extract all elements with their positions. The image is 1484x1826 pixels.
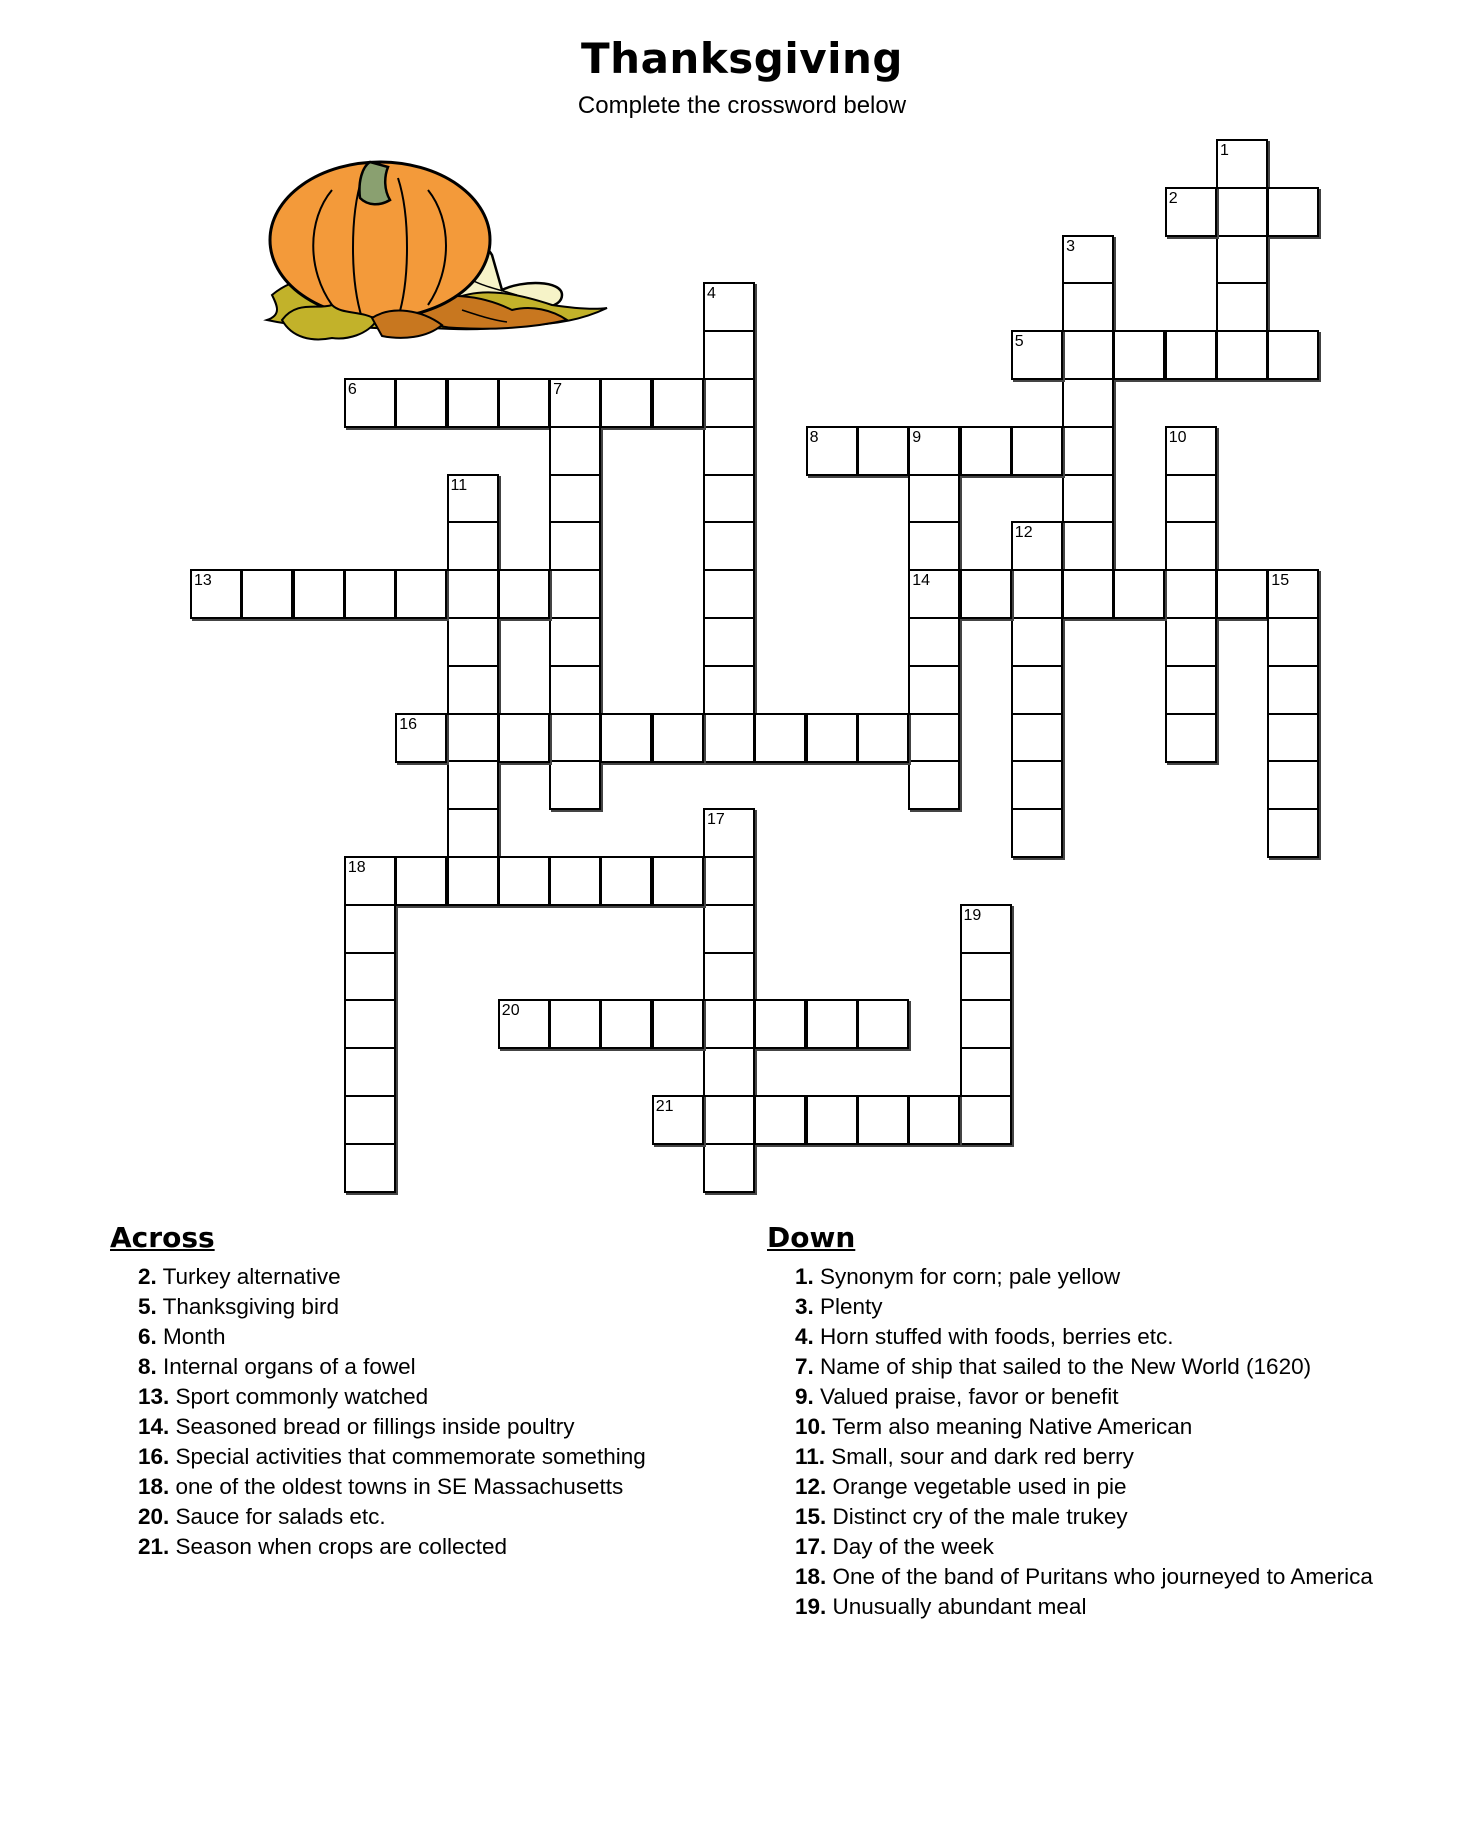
down-heading: Down xyxy=(767,1221,856,1254)
clue-text: Day of the week xyxy=(826,1534,994,1559)
crossword-cell[interactable] xyxy=(1011,760,1063,810)
crossword-cell[interactable] xyxy=(1011,569,1063,619)
clue-text: Season when crops are collected xyxy=(169,1534,507,1559)
crossword-cell[interactable] xyxy=(1216,235,1268,285)
crossword-cell[interactable] xyxy=(447,713,499,763)
clue-text: Month xyxy=(156,1324,226,1349)
across-clue xyxy=(138,1502,646,1532)
crossword-cell[interactable] xyxy=(447,665,499,715)
crossword-cell[interactable] xyxy=(703,474,755,524)
crossword-cell[interactable] xyxy=(1011,426,1063,476)
crossword-cell[interactable] xyxy=(1216,282,1268,332)
clue-number: 6. xyxy=(138,1324,157,1349)
clue-text: Sport commonly watched xyxy=(169,1384,429,1409)
clue-number: 10 xyxy=(1168,428,1187,446)
across-clue xyxy=(138,1412,646,1442)
crossword-cell[interactable] xyxy=(960,904,1012,954)
crossword-cell[interactable] xyxy=(498,569,550,619)
crossword-cell[interactable] xyxy=(549,665,601,715)
clue-text: Distinct cry of the male trukey xyxy=(826,1504,1128,1529)
clue-text: Orange vegetable used in pie xyxy=(826,1474,1127,1499)
crossword-cell[interactable] xyxy=(1165,330,1217,380)
crossword-cell[interactable] xyxy=(1062,474,1114,524)
crossword-cell[interactable] xyxy=(703,378,755,428)
crossword-cell[interactable] xyxy=(344,378,396,428)
clue-number: 11 xyxy=(450,476,468,494)
crossword-cell[interactable] xyxy=(447,521,499,571)
crossword-cell[interactable] xyxy=(1113,569,1165,619)
crossword-cell[interactable] xyxy=(549,474,601,524)
clue-number: 1. xyxy=(795,1264,814,1289)
crossword-cell[interactable] xyxy=(1113,330,1165,380)
crossword-cell[interactable] xyxy=(703,521,755,571)
crossword-cell[interactable] xyxy=(1062,378,1114,428)
crossword-cell[interactable] xyxy=(960,1047,1012,1097)
across-clue xyxy=(138,1532,646,1562)
clue-number: 21 xyxy=(655,1098,674,1115)
clue-text: one of the oldest towns in SE Massachusetts xyxy=(169,1474,624,1499)
crossword-cell[interactable] xyxy=(1267,330,1319,380)
crossword-cell[interactable] xyxy=(395,856,447,906)
crossword-cell[interactable] xyxy=(344,569,396,619)
crossword-cell[interactable] xyxy=(1267,713,1319,763)
crossword-cell[interactable] xyxy=(908,1095,960,1145)
crossword-cell[interactable] xyxy=(549,713,601,763)
crossword-cell[interactable] xyxy=(293,569,345,619)
crossword-cell[interactable] xyxy=(703,617,755,667)
crossword-cell[interactable] xyxy=(549,426,601,476)
crossword-cell[interactable] xyxy=(857,999,909,1049)
crossword-cell[interactable] xyxy=(1216,139,1268,189)
crossword-cell[interactable] xyxy=(549,378,601,428)
crossword-cell[interactable] xyxy=(1165,426,1217,476)
clue-number: 12 xyxy=(1014,524,1033,542)
clue-number: 16. xyxy=(138,1444,170,1469)
crossword-cell[interactable] xyxy=(395,713,447,763)
crossword-cell[interactable] xyxy=(703,808,755,858)
clue-number: 8. xyxy=(138,1354,157,1379)
clue-number: 20 xyxy=(501,1002,520,1020)
crossword-cell[interactable] xyxy=(703,952,755,1002)
crossword-cell[interactable] xyxy=(344,856,396,906)
clue-text: Sauce for salads etc. xyxy=(169,1504,386,1529)
clue-text: Seasoned bread or fillings inside poultry xyxy=(169,1414,575,1439)
down-clue xyxy=(795,1382,1375,1412)
clue-text: Horn stuffed with foods, berries etc. xyxy=(813,1324,1174,1349)
crossword-cell[interactable] xyxy=(960,426,1012,476)
crossword-cell[interactable] xyxy=(703,713,755,763)
clue-number: 18 xyxy=(347,859,366,876)
clue-number: 14. xyxy=(138,1414,170,1439)
clue-text: One of the band of Puritans who journeyed to America xyxy=(826,1564,1373,1589)
crossword-cell[interactable] xyxy=(1165,713,1217,763)
clue-text: Synonym for corn; pale yellow xyxy=(813,1264,1121,1289)
clue-number: 1 xyxy=(1220,142,1229,159)
crossword-cell[interactable] xyxy=(190,569,242,619)
clue-number: 9 xyxy=(912,428,922,446)
crossword-cell[interactable] xyxy=(447,760,499,810)
crossword-cell[interactable] xyxy=(1165,474,1217,524)
down-clue xyxy=(795,1502,1375,1532)
crossword-cell[interactable] xyxy=(600,378,652,428)
crossword-cell[interactable] xyxy=(857,1095,909,1145)
down-clue xyxy=(795,1592,1375,1622)
crossword-cell[interactable] xyxy=(754,1095,806,1145)
crossword-cell[interactable] xyxy=(344,1095,396,1145)
crossword-cell[interactable] xyxy=(703,999,755,1049)
crossword-cell[interactable] xyxy=(960,952,1012,1002)
crossword-cell[interactable] xyxy=(754,713,806,763)
clue-text: Small, sour and dark red berry xyxy=(825,1444,1134,1469)
crossword-cell[interactable] xyxy=(600,856,652,906)
across-clue xyxy=(138,1472,646,1502)
crossword-cell[interactable] xyxy=(703,1143,755,1193)
clue-number: 18. xyxy=(795,1564,827,1589)
clue-number: 9. xyxy=(795,1384,814,1409)
crossword-cell[interactable] xyxy=(549,760,601,810)
crossword-cell[interactable] xyxy=(1267,187,1319,237)
crossword-cell[interactable] xyxy=(857,713,909,763)
crossword-cell[interactable] xyxy=(1062,521,1114,571)
clue-number: 14 xyxy=(912,572,930,590)
across-clue xyxy=(138,1382,646,1412)
crossword-cell[interactable] xyxy=(344,1047,396,1097)
crossword-cell[interactable] xyxy=(549,999,601,1049)
crossword-cell[interactable] xyxy=(498,999,550,1049)
crossword-cell[interactable] xyxy=(1165,187,1217,237)
crossword-cell[interactable] xyxy=(703,330,755,380)
down-clue xyxy=(795,1352,1375,1382)
crossword-cell[interactable] xyxy=(498,856,550,906)
crossword-cell[interactable] xyxy=(703,665,755,715)
crossword-cell[interactable] xyxy=(1267,569,1319,619)
clue-number: 12. xyxy=(795,1474,827,1499)
crossword-cell[interactable] xyxy=(806,426,858,476)
clue-number: 17 xyxy=(707,811,725,829)
clue-text: Thanksgiving bird xyxy=(156,1294,339,1319)
crossword-cell[interactable] xyxy=(344,1143,396,1193)
clue-number: 11. xyxy=(795,1444,826,1469)
crossword-cell[interactable] xyxy=(549,617,601,667)
crossword-cell[interactable] xyxy=(806,1095,858,1145)
clue-text: Turkey alternative xyxy=(156,1264,341,1289)
crossword-cell[interactable] xyxy=(703,904,755,954)
clue-number: 10. xyxy=(795,1414,827,1439)
crossword-cell[interactable] xyxy=(908,569,960,619)
clue-number: 6 xyxy=(347,381,357,398)
clue-number: 4 xyxy=(707,285,716,303)
crossword-cell[interactable] xyxy=(549,569,601,619)
across-clue xyxy=(138,1322,646,1352)
clue-number: 5 xyxy=(1014,333,1024,351)
crossword-cell[interactable] xyxy=(703,426,755,476)
crossword-cell[interactable] xyxy=(1011,617,1063,667)
clue-number: 16 xyxy=(399,715,417,733)
crossword-cell[interactable] xyxy=(1165,617,1217,667)
clue-number: 7 xyxy=(553,381,562,398)
crossword-cell[interactable] xyxy=(652,713,704,763)
crossword-cell[interactable] xyxy=(447,617,499,667)
across-clue-list xyxy=(138,1262,646,1562)
crossword-cell[interactable] xyxy=(703,856,755,906)
clue-text: Internal organs of a fowel xyxy=(156,1354,416,1379)
crossword-cell[interactable] xyxy=(1011,521,1063,571)
clue-number: 2 xyxy=(1168,189,1178,207)
crossword-cell[interactable] xyxy=(1165,569,1217,619)
crossword-cell[interactable] xyxy=(908,521,960,571)
clue-text: Special activities that commemorate something xyxy=(169,1444,646,1469)
crossword-cell[interactable] xyxy=(754,999,806,1049)
crossword-cell[interactable] xyxy=(1062,426,1114,476)
clue-text: Valued praise, favor or benefit xyxy=(813,1384,1119,1409)
clue-number: 15 xyxy=(1271,572,1290,590)
crossword-cell[interactable] xyxy=(908,665,960,715)
crossword-cell[interactable] xyxy=(960,999,1012,1049)
clue-text: Unusually abundant meal xyxy=(826,1594,1087,1619)
clue-number: 19 xyxy=(963,906,982,924)
crossword-cell[interactable] xyxy=(1062,330,1114,380)
clue-text: Plenty xyxy=(813,1294,883,1319)
crossword-cell[interactable] xyxy=(1011,665,1063,715)
crossword-cell[interactable] xyxy=(806,999,858,1049)
across-clue xyxy=(138,1442,646,1472)
crossword-cell[interactable] xyxy=(600,999,652,1049)
clue-number: 3 xyxy=(1066,237,1075,255)
clue-number: 2. xyxy=(138,1264,157,1289)
clue-number: 13. xyxy=(138,1384,170,1409)
crossword-cell[interactable] xyxy=(1165,521,1217,571)
crossword-cell[interactable] xyxy=(498,713,550,763)
crossword-cell[interactable] xyxy=(344,999,396,1049)
down-clue xyxy=(795,1442,1375,1472)
crossword-cell[interactable] xyxy=(908,760,960,810)
clue-text: Term also meaning Native American xyxy=(826,1414,1193,1439)
crossword-cell[interactable] xyxy=(652,378,704,428)
crossword-cell[interactable] xyxy=(549,856,601,906)
crossword-cell[interactable] xyxy=(652,1095,704,1145)
crossword-cell[interactable] xyxy=(1011,330,1063,380)
across-clue xyxy=(138,1352,646,1382)
crossword-cell[interactable] xyxy=(1062,235,1114,285)
page-title: Thanksgiving xyxy=(581,34,903,83)
crossword-cell[interactable] xyxy=(1165,665,1217,715)
crossword-cell[interactable] xyxy=(447,569,499,619)
crossword-cell[interactable] xyxy=(600,713,652,763)
down-clue xyxy=(795,1532,1375,1562)
clue-number: 4. xyxy=(795,1324,814,1349)
down-clue xyxy=(795,1472,1375,1502)
clue-number: 19. xyxy=(795,1594,827,1619)
crossword-cell[interactable] xyxy=(1216,330,1268,380)
crossword-cell[interactable] xyxy=(1062,569,1114,619)
crossword-cell[interactable] xyxy=(960,569,1012,619)
crossword-cell[interactable] xyxy=(344,952,396,1002)
crossword-cell[interactable] xyxy=(652,999,704,1049)
clue-number: 5. xyxy=(138,1294,157,1319)
clue-number: 18. xyxy=(138,1474,170,1499)
crossword-cell[interactable] xyxy=(549,521,601,571)
crossword-cell[interactable] xyxy=(908,617,960,667)
crossword-cell[interactable] xyxy=(447,856,499,906)
clue-number: 7. xyxy=(795,1354,814,1379)
down-clue xyxy=(795,1292,1375,1322)
crossword-cell[interactable] xyxy=(1011,713,1063,763)
crossword-cell[interactable] xyxy=(1216,187,1268,237)
crossword-cell[interactable] xyxy=(447,474,499,524)
crossword-cell[interactable] xyxy=(1062,282,1114,332)
crossword-cell[interactable] xyxy=(1216,569,1268,619)
clue-text: Name of ship that sailed to the New World (1620) xyxy=(813,1354,1312,1379)
crossword-cell[interactable] xyxy=(1267,665,1319,715)
clue-number: 20. xyxy=(138,1504,170,1529)
clue-number: 17. xyxy=(795,1534,827,1559)
crossword-cell[interactable] xyxy=(908,474,960,524)
down-clue-list xyxy=(795,1262,1375,1622)
crossword-cell[interactable] xyxy=(908,426,960,476)
crossword-cell[interactable] xyxy=(1267,760,1319,810)
across-clue xyxy=(138,1292,646,1322)
down-clue xyxy=(795,1562,1375,1592)
clue-number: 3. xyxy=(795,1294,814,1319)
crossword-cell[interactable] xyxy=(703,569,755,619)
crossword-cell[interactable] xyxy=(960,1095,1012,1145)
crossword-cell[interactable] xyxy=(806,713,858,763)
page-subtitle: Complete the crossword below xyxy=(577,92,907,119)
down-clue xyxy=(795,1412,1375,1442)
crossword-cell[interactable] xyxy=(395,569,447,619)
crossword-cell[interactable] xyxy=(447,808,499,858)
crossword-cell[interactable] xyxy=(344,904,396,954)
crossword-cell[interactable] xyxy=(447,378,499,428)
down-clue xyxy=(795,1322,1375,1352)
crossword-cell[interactable] xyxy=(395,378,447,428)
crossword-cell[interactable] xyxy=(1267,617,1319,667)
clue-number: 8 xyxy=(809,428,819,446)
down-clue xyxy=(795,1262,1375,1292)
crossword-cell[interactable] xyxy=(908,713,960,763)
crossword-cell[interactable] xyxy=(241,569,293,619)
across-heading: Across xyxy=(110,1221,215,1254)
clue-number: 21. xyxy=(138,1534,170,1559)
crossword-cell[interactable] xyxy=(703,1095,755,1145)
crossword-cell[interactable] xyxy=(1267,808,1319,858)
crossword-cell[interactable] xyxy=(652,856,704,906)
crossword-cell[interactable] xyxy=(703,1047,755,1097)
clue-number: 15. xyxy=(795,1504,827,1529)
crossword-cell[interactable] xyxy=(1011,808,1063,858)
across-clue xyxy=(138,1262,646,1292)
crossword-cell[interactable] xyxy=(703,282,755,332)
crossword-cell[interactable] xyxy=(857,426,909,476)
clue-number: 13 xyxy=(194,572,212,590)
crossword-cell[interactable] xyxy=(498,378,550,428)
